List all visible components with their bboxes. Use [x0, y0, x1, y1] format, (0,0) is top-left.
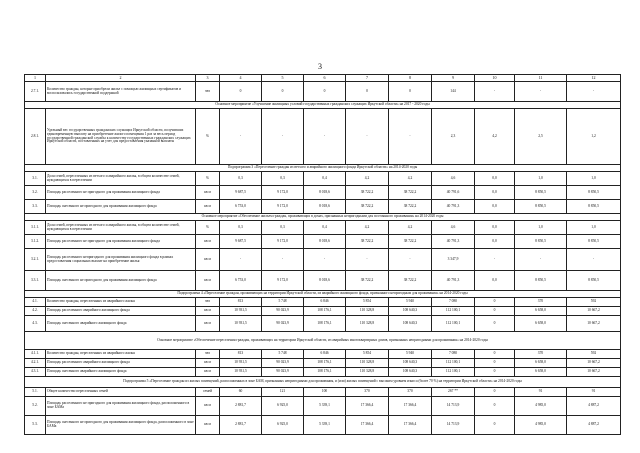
value-cell: 4 887,2: [567, 416, 621, 435]
value-cell: 10 667,2: [567, 359, 621, 368]
value-cell: 10 931,5: [220, 359, 262, 368]
value-cell: 0: [304, 82, 346, 102]
value-cell: 0: [475, 388, 515, 397]
unit-cell: %: [196, 109, 220, 165]
section-heading-row: [25, 214, 621, 221]
value-cell: 0: [475, 359, 515, 368]
table-row: [25, 316, 621, 332]
value-cell: 144: [432, 82, 475, 102]
section-heading-row: [25, 102, 621, 109]
value-cell: 9 172,0: [262, 271, 304, 291]
indicator-name-cell: Общее количество переселенных семей: [46, 388, 196, 397]
row-number-cell: 4.3.1.: [25, 368, 46, 377]
unit-cell: чел: [196, 298, 220, 307]
value-cell: 1,0: [515, 221, 567, 235]
value-cell: 6 753,0: [220, 271, 262, 291]
value-cell: 14 713,9: [432, 397, 475, 416]
value-cell: 813: [220, 298, 262, 307]
value-cell: 38 722,2: [389, 186, 432, 200]
value-cell: 112 100,1: [432, 368, 475, 377]
section-heading-row: [25, 165, 621, 172]
value-cell: 0,3: [262, 221, 304, 235]
value-cell: 0,0: [475, 235, 515, 249]
value-cell: 1,2: [567, 109, 621, 165]
value-cell: 5 854: [346, 298, 389, 307]
value-cell: 1,0: [567, 221, 621, 235]
value-cell: 5 748: [262, 298, 304, 307]
row-number-cell: 4.3.: [25, 316, 46, 332]
row-number-cell: 3.1.2.: [25, 235, 46, 249]
unit-cell: кв м: [196, 235, 220, 249]
value-cell: 0: [475, 350, 515, 359]
value-cell: 4 985,0: [515, 397, 567, 416]
value-cell: 9 172,0: [262, 235, 304, 249]
section-heading: Подпрограмма 4 «Переселение граждан, проживающих на территории Иркутской области, из аварийного жилищного фонда, признанного непригодным для проживания» на 2014-2020 годы: [25, 291, 621, 298]
value-cell: 17 366,4: [346, 416, 389, 435]
value-cell: 0: [262, 82, 304, 102]
row-number-cell: 4.1.: [25, 298, 46, 307]
row-number-cell: 3.2.: [25, 186, 46, 200]
value-cell: -: [304, 249, 346, 271]
value-cell: 90 023,9: [262, 359, 304, 368]
value-cell: 108 640,3: [389, 307, 432, 316]
unit-cell: кв м: [196, 307, 220, 316]
row-number-cell: 3.3.: [25, 200, 46, 214]
value-cell: -: [475, 249, 515, 271]
unit-cell: кв м: [196, 271, 220, 291]
indicator-name-cell: Площадь снесенного не пригодного для проживания жилищного фонда: [46, 271, 196, 291]
row-number-cell: 5.1.: [25, 388, 46, 397]
value-cell: 6 846: [304, 298, 346, 307]
value-cell: 121: [262, 388, 304, 397]
table-row: [25, 235, 621, 249]
section-heading-row: [25, 377, 621, 388]
value-cell: -: [389, 249, 432, 271]
value-cell: 6 846: [304, 350, 346, 359]
value-cell: 40 791,3: [432, 200, 475, 214]
section-heading: Основное мероприятие «Улучшение жилищных условий государственных гражданских служащих Иркутской области» на 2017 - 2020 годы: [25, 102, 621, 109]
column-number-cell: 7: [346, 75, 389, 82]
value-cell: 6 658,0: [515, 316, 567, 332]
indicator-name-cell: Доля семей, переселенных из ветхого и аварийного жилья, в общем количестве семей, нуждающихся в переселении: [46, 221, 196, 235]
value-cell: 0,0: [475, 271, 515, 291]
indicator-name-cell: Площадь расселенного аварийного жилищного фонда: [46, 359, 196, 368]
value-cell: 38 722,2: [346, 271, 389, 291]
value-cell: 2,3: [432, 109, 475, 165]
indicator-name-cell: Количество граждан, которые приобрели жилье с помощью жилищных сертификатов и воспользовались государственной поддержкой: [46, 82, 196, 102]
value-cell: -: [515, 82, 567, 102]
value-cell: 8 850,5: [515, 200, 567, 214]
indicators-table: [24, 74, 621, 435]
value-cell: 0: [220, 82, 262, 102]
value-cell: 0,0: [475, 221, 515, 235]
value-cell: 4,2: [346, 221, 389, 235]
value-cell: 8 018,6: [304, 200, 346, 214]
value-cell: 4 985,0: [515, 416, 567, 435]
value-cell: 38 722,2: [346, 200, 389, 214]
indicator-name-cell: Площадь расселенного аварийного жилищного фонда: [46, 307, 196, 316]
value-cell: 1,0: [515, 172, 567, 186]
value-cell: 370: [515, 350, 567, 359]
table-row: [25, 221, 621, 235]
value-cell: -: [567, 82, 621, 102]
value-cell: 110 328,8: [346, 316, 389, 332]
value-cell: 0: [475, 298, 515, 307]
row-number-cell: 3.2.1.: [25, 249, 46, 271]
indicator-name-cell: Площадь снесенного не пригодного для проживания жилищного фонда, расположенного в зоне БАМа: [46, 416, 196, 435]
unit-cell: чел: [196, 350, 220, 359]
page-number: 3: [318, 62, 322, 71]
value-cell: -: [220, 249, 262, 271]
value-cell: 3 347,9: [432, 249, 475, 271]
unit-cell: чел: [196, 82, 220, 102]
indicator-name-cell: Площадь снесенного не пригодного для проживания жилищного фонда: [46, 200, 196, 214]
value-cell: 6 753,0: [220, 200, 262, 214]
table-row: [25, 350, 621, 359]
unit-cell: кв м: [196, 416, 220, 435]
row-number-cell: 3.3.1.: [25, 271, 46, 291]
value-cell: 0: [475, 397, 515, 416]
indicator-name-cell: Площадь расселенного не пригодного для проживания жилищного фонда: [46, 235, 196, 249]
row-number-cell: 5.3.: [25, 416, 46, 435]
value-cell: 17 366,4: [389, 416, 432, 435]
value-cell: 0,4: [304, 221, 346, 235]
value-cell: 110 328,8: [346, 359, 389, 368]
row-number-cell: 2.7.1.: [25, 82, 46, 102]
value-cell: 108 176,1: [304, 316, 346, 332]
value-cell: -: [515, 249, 567, 271]
table-row: [25, 307, 621, 316]
value-cell: 8 850,5: [567, 186, 621, 200]
value-cell: -: [389, 109, 432, 165]
value-cell: 90 023,9: [262, 316, 304, 332]
value-cell: 108 176,1: [304, 307, 346, 316]
value-cell: -: [220, 109, 262, 165]
value-cell: 2 881,7: [220, 397, 262, 416]
column-number-cell: 4: [220, 75, 262, 82]
value-cell: 2,5: [515, 109, 567, 165]
indicator-name-cell: Площадь расселенного непригодного для проживания жилищного фонда в рамках предоставления социальных выплат на приобретение жилья: [46, 249, 196, 271]
value-cell: 91: [515, 388, 567, 397]
value-cell: 40 791,6: [432, 186, 475, 200]
unit-cell: %: [196, 221, 220, 235]
value-cell: 8 018,6: [304, 235, 346, 249]
value-cell: 108 176,1: [304, 368, 346, 377]
value-cell: 0,3: [220, 172, 262, 186]
indicator-name-cell: Количество граждан, переселенных из аварийного жилья: [46, 298, 196, 307]
header-row: [25, 75, 621, 82]
value-cell: 5 339,1: [304, 416, 346, 435]
table-row: [25, 82, 621, 102]
section-heading: Основное мероприятие «Обеспечение жильем граждан, проживающих в домах, признанных непригодными для постоянного проживания» на 2014-2020 годы: [25, 214, 621, 221]
value-cell: 90 023,9: [262, 368, 304, 377]
unit-cell: кв м: [196, 186, 220, 200]
table-row: [25, 388, 621, 397]
value-cell: 108 176,1: [304, 359, 346, 368]
table-row: [25, 416, 621, 435]
unit-cell: кв м: [196, 397, 220, 416]
value-cell: 10 931,5: [220, 368, 262, 377]
value-cell: -: [346, 109, 389, 165]
value-cell: 9 172,0: [262, 186, 304, 200]
value-cell: 40 791,3: [432, 271, 475, 291]
table-row: [25, 249, 621, 271]
unit-cell: кв м: [196, 368, 220, 377]
value-cell: 4,6: [432, 221, 475, 235]
value-cell: 8 850,5: [515, 271, 567, 291]
value-cell: 5 940: [389, 298, 432, 307]
table-body: [25, 75, 621, 435]
value-cell: 6 658,0: [515, 359, 567, 368]
value-cell: 7 080: [432, 350, 475, 359]
indicator-name-cell: Площадь снесенного аварийного жилищного фонда: [46, 368, 196, 377]
value-cell: 8 018,6: [304, 271, 346, 291]
value-cell: 370: [346, 388, 389, 397]
value-cell: 10 931,5: [220, 307, 262, 316]
value-cell: 4,2: [475, 109, 515, 165]
value-cell: 40 791,3: [432, 235, 475, 249]
table-row: [25, 200, 621, 214]
value-cell: 100: [304, 388, 346, 397]
value-cell: 370: [515, 298, 567, 307]
value-cell: 9 172,0: [262, 200, 304, 214]
value-cell: 6 925,0: [262, 416, 304, 435]
row-number-cell: 3.1.1.: [25, 221, 46, 235]
value-cell: -: [262, 249, 304, 271]
value-cell: 10 667,2: [567, 368, 621, 377]
value-cell: 17 366,4: [389, 397, 432, 416]
value-cell: -: [262, 109, 304, 165]
value-cell: 112 100,1: [432, 307, 475, 316]
indicator-name-cell: Доля семей, переселенных из ветхого и аварийного жилья, в общем количестве семей, нуждающихся в переселении: [46, 172, 196, 186]
value-cell: 9 687,5: [220, 186, 262, 200]
column-number-cell: 11: [515, 75, 567, 82]
value-cell: 370: [389, 388, 432, 397]
value-cell: 8 850,5: [567, 235, 621, 249]
value-cell: 110 328,8: [346, 368, 389, 377]
value-cell: 4,6: [432, 172, 475, 186]
column-number-cell: 3: [196, 75, 220, 82]
value-cell: 38 722,2: [389, 235, 432, 249]
value-cell: 0: [475, 307, 515, 316]
value-cell: 6 925,0: [262, 397, 304, 416]
value-cell: 17 366,4: [346, 397, 389, 416]
value-cell: 38 722,2: [346, 235, 389, 249]
column-number-cell: 1: [25, 75, 46, 82]
row-number-cell: 2.8.1.: [25, 109, 46, 165]
section-heading-row: [25, 332, 621, 350]
value-cell: 5 854: [346, 350, 389, 359]
row-number-cell: 4.1.1.: [25, 350, 46, 359]
value-cell: 38 722,2: [389, 200, 432, 214]
unit-cell: кв м: [196, 249, 220, 271]
value-cell: 60: [220, 388, 262, 397]
value-cell: 0: [346, 82, 389, 102]
value-cell: -: [567, 249, 621, 271]
value-cell: 2 881,7: [220, 416, 262, 435]
table-row: [25, 109, 621, 165]
value-cell: 592: [567, 350, 621, 359]
row-number-cell: 5.2.: [25, 397, 46, 416]
value-cell: 6 658,0: [515, 307, 567, 316]
indicator-name-cell: Площадь расселенного не пригодного для проживания жилищного фонда, расположенного в зоне БАМа: [46, 397, 196, 416]
value-cell: 38 722,2: [389, 271, 432, 291]
value-cell: 10 667,2: [567, 316, 621, 332]
value-cell: 0,4: [304, 172, 346, 186]
value-cell: 108 640,3: [389, 368, 432, 377]
value-cell: -: [304, 109, 346, 165]
indicator-name-cell: Удельный вес государственных гражданских служащих Иркутской области, получивших единовременную выплату на приобретение жилого помещения 1 раз за весь период государственной гражданской службы к количеству государственных гражданских служащих Иркутской области, поставленных на учет для предоставления указанной выплаты: [46, 109, 196, 165]
row-number-cell: 4.2.1.: [25, 359, 46, 368]
unit-cell: кв м: [196, 316, 220, 332]
table-row: [25, 298, 621, 307]
section-heading: Подпрограмма 3 «Переселение граждан из ветхого и аварийного жилищного фонда Иркутской области» на 2014-2020 годы: [25, 165, 621, 172]
value-cell: 108 640,3: [389, 359, 432, 368]
section-heading: Подпрограмма 5 «Переселение граждан из жилых помещений, расположенных в зоне БАМ, признанных непригодными для проживания, и (или) жилых помещений с высоким уровнем износа (более 70 %) на территории Иркутской области» на 2014-2020 годы: [25, 377, 621, 388]
column-number-cell: 8: [389, 75, 432, 82]
row-number-cell: 4.2.: [25, 307, 46, 316]
column-number-cell: 9: [432, 75, 475, 82]
section-heading: Основное мероприятие «Обеспечение переселения граждан, проживающих на территории Иркутской области, из аварийных многоквартирных домов, признанных непригодными для проживания» на 2014-2020 годы: [25, 332, 621, 350]
value-cell: 112 100,1: [432, 316, 475, 332]
value-cell: 10 931,5: [220, 316, 262, 332]
value-cell: 8 850,5: [515, 186, 567, 200]
value-cell: 5 940: [389, 350, 432, 359]
value-cell: -: [475, 82, 515, 102]
value-cell: 4 887,2: [567, 397, 621, 416]
unit-cell: кв м: [196, 200, 220, 214]
value-cell: 0: [475, 316, 515, 332]
value-cell: 108 640,3: [389, 316, 432, 332]
value-cell: 0,0: [475, 172, 515, 186]
value-cell: 8 018,6: [304, 186, 346, 200]
value-cell: 6 658,0: [515, 368, 567, 377]
value-cell: 0: [389, 82, 432, 102]
value-cell: 8 850,5: [567, 271, 621, 291]
value-cell: 4,2: [389, 221, 432, 235]
value-cell: 0: [475, 416, 515, 435]
section-heading-row: [25, 291, 621, 298]
column-number-cell: 12: [567, 75, 621, 82]
unit-cell: %: [196, 172, 220, 186]
table-row: [25, 172, 621, 186]
value-cell: -: [346, 249, 389, 271]
unit-cell: семей: [196, 388, 220, 397]
value-cell: 9 687,5: [220, 235, 262, 249]
value-cell: 267 **: [432, 388, 475, 397]
value-cell: 0,0: [475, 200, 515, 214]
row-number-cell: 3.1.: [25, 172, 46, 186]
value-cell: 5 748: [262, 350, 304, 359]
column-number-cell: 6: [304, 75, 346, 82]
unit-cell: кв м: [196, 359, 220, 368]
value-cell: 592: [567, 298, 621, 307]
value-cell: 5 339,1: [304, 397, 346, 416]
table-row: [25, 186, 621, 200]
value-cell: 4,2: [346, 172, 389, 186]
value-cell: 14 713,9: [432, 416, 475, 435]
value-cell: 0,0: [475, 186, 515, 200]
table-row: [25, 359, 621, 368]
value-cell: 90 023,9: [262, 307, 304, 316]
value-cell: 0,3: [220, 221, 262, 235]
indicator-name-cell: Площадь расселенного не пригодного для проживания жилищного фонда: [46, 186, 196, 200]
value-cell: 813: [220, 350, 262, 359]
value-cell: 10 667,2: [567, 307, 621, 316]
column-number-cell: 10: [475, 75, 515, 82]
value-cell: 1,0: [567, 172, 621, 186]
table-row: [25, 368, 621, 377]
value-cell: 8 850,5: [567, 200, 621, 214]
value-cell: 0,3: [262, 172, 304, 186]
indicator-name-cell: Количество граждан, переселенных из аварийного жилья: [46, 350, 196, 359]
column-number-cell: 5: [262, 75, 304, 82]
value-cell: 7 080: [432, 298, 475, 307]
value-cell: 4,2: [389, 172, 432, 186]
value-cell: 38 722,2: [346, 186, 389, 200]
value-cell: 8 850,5: [515, 235, 567, 249]
table-row: [25, 397, 621, 416]
value-cell: 0: [475, 368, 515, 377]
value-cell: 110 328,8: [346, 307, 389, 316]
table-row: [25, 271, 621, 291]
indicator-name-cell: Площадь снесенного аварийного жилищного фонда: [46, 316, 196, 332]
column-number-cell: 2: [46, 75, 196, 82]
value-cell: 112 100,1: [432, 359, 475, 368]
value-cell: 91: [567, 388, 621, 397]
